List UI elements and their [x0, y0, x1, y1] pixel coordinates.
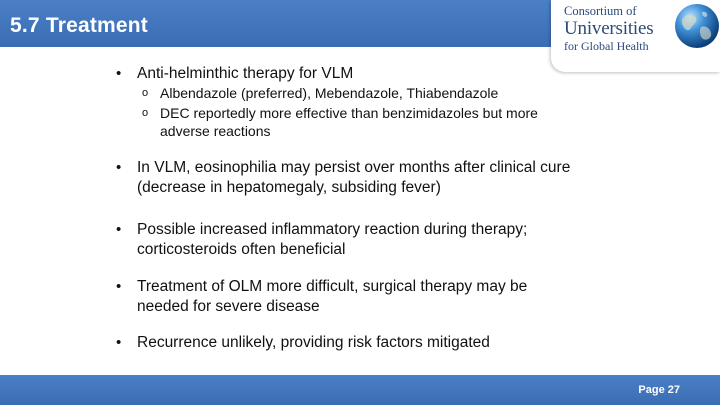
- sub-bullet-item: Albendazole (preferred), Mebendazole, Thiabendazole: [160, 85, 499, 101]
- bullet-marker: •: [116, 159, 122, 176]
- bullet-item: Anti-helminthic therapy for VLM: [137, 65, 354, 82]
- bullet-item: Treatment of OLM more difficult, surgical therapy may be needed for severe disease: [137, 278, 528, 315]
- page-number: Page 27: [638, 384, 680, 396]
- bullet-marker: •: [116, 278, 122, 295]
- footer-bar: [0, 375, 720, 405]
- logo-text: [564, 5, 653, 52]
- sub-bullet-marker: o: [142, 87, 149, 99]
- logo-line-1: Consortium of: [564, 4, 637, 18]
- bullet-marker: •: [116, 65, 122, 82]
- globe-icon: [674, 3, 720, 49]
- logo-line-2: Universities: [564, 17, 654, 39]
- consortium-logo: [551, 0, 720, 72]
- sub-bullet-marker: o: [142, 107, 149, 119]
- bullet-marker: •: [116, 334, 122, 351]
- sub-bullet-item: DEC reportedly more effective than benzimidazoles but more adverse reactions: [160, 105, 538, 139]
- bullet-item: Possible increased inflammatory reaction during therapy; corticosteroids often beneficial: [137, 221, 528, 258]
- bullet-marker: •: [116, 221, 122, 238]
- bullet-item: Recurrence unlikely, providing risk factors mitigated: [137, 334, 490, 351]
- logo-line-3: for Global Health: [564, 38, 649, 53]
- bullet-item: In VLM, eosinophilia may persist over months after clinical cure (decrease in hepatomegaly, subsiding fever): [137, 159, 571, 196]
- slide-title: 5.7 Treatment: [10, 14, 148, 37]
